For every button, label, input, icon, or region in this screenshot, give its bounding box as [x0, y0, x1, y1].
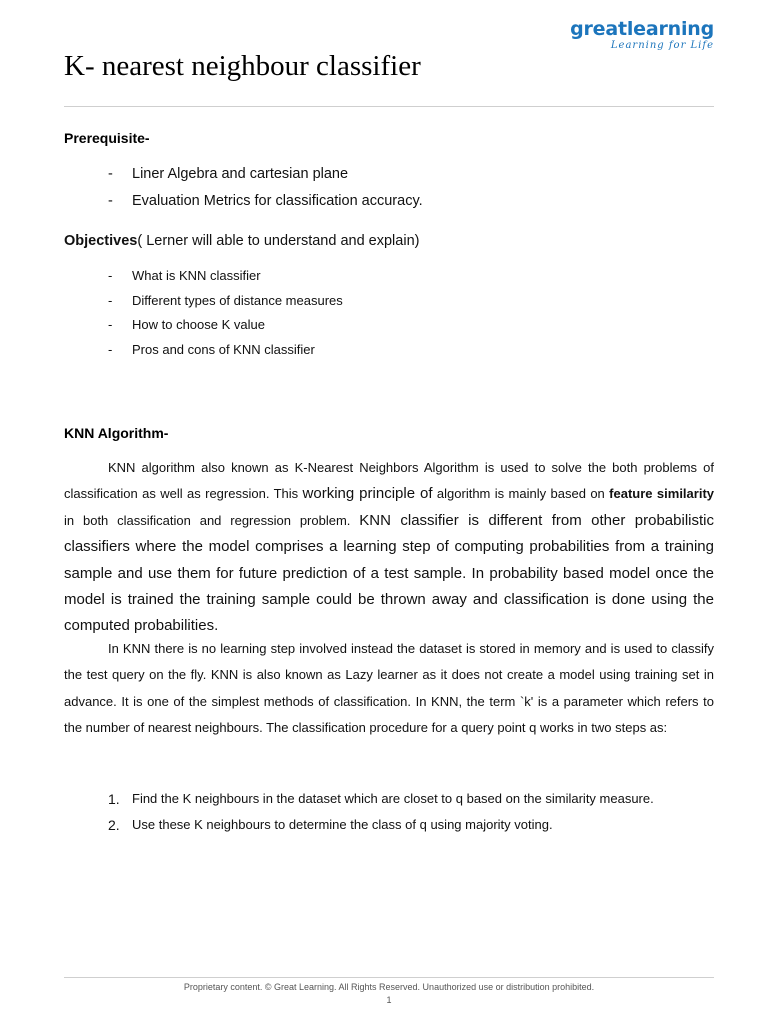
- objectives-subtitle: ( Lerner will able to understand and explain): [137, 233, 420, 249]
- footer-divider: [64, 977, 714, 978]
- p1-text-a: KNN algorithm also known as K-Nearest Neighbors Algorithm is used to solve the both problems of classification as well as regression. This: [64, 460, 714, 502]
- list-item: [108, 293, 343, 318]
- page-title: K- nearest neighbour classifier: [64, 50, 421, 82]
- step-item: [108, 816, 654, 842]
- list-item: [108, 165, 423, 192]
- step-text: Find the K neighbours in the dataset which are closet to q based on the similarity measure.: [132, 791, 654, 806]
- prerequisite-list: [108, 165, 423, 219]
- dash-bullet: -: [108, 342, 113, 358]
- objectives-line: [64, 233, 419, 249]
- list-item: [108, 317, 343, 342]
- title-divider: [64, 106, 714, 107]
- objectives-heading: Objectives: [64, 233, 138, 249]
- p1-text-e: KNN classifier is different from other probabilistic classifiers where the model comprises a learning step of computing probabilities from a training sample and use them for future prediction of a test sample. In probability based model once the model is trained the training sample could be thrown away and classification is done using the computed probabilities.: [64, 511, 714, 635]
- knn-paragraph-1: [64, 455, 714, 640]
- logo-great: great: [570, 18, 627, 40]
- footer-copyright: Proprietary content. © Great Learning. All Rights Reserved. Unauthorized use or distribution prohibited.: [183, 982, 595, 992]
- p1-text-d: in both classification and regression problem.: [64, 512, 360, 528]
- knn-paragraph-2: In KNN there is no learning step involved instead the dataset is stored in memory and is used to classify the test query on the fly. KNN is also known as Lazy learner as it does not create a model using training set in advance. It is one of the simplest methods of classification. In KNN, the term `k' is a parameter which refers to the number of nearest neighbours. The classification procedure for a query point q works in two steps as:: [64, 641, 714, 736]
- list-item: [108, 342, 343, 367]
- logo-tagline: Learning for Life: [610, 40, 714, 51]
- p1-text-c: algorithm is mainly based on: [432, 486, 610, 502]
- prerequisite-item: Evaluation Metrics for classification accuracy.: [132, 193, 423, 209]
- logo-learning: learning: [626, 18, 714, 40]
- objective-item: How to choose K value: [132, 317, 265, 333]
- logo-wordmark: [570, 18, 714, 40]
- steps-list: [108, 790, 654, 842]
- dash-bullet: -: [108, 317, 113, 333]
- dash-bullet: -: [108, 292, 113, 308]
- step-item: [108, 790, 654, 816]
- step-text: Use these K neighbours to determine the class of q using majority voting.: [132, 817, 553, 832]
- prerequisite-item: Liner Algebra and cartesian plane: [132, 166, 349, 182]
- dash-bullet: -: [108, 193, 113, 209]
- page-number: 1: [386, 995, 392, 1005]
- prerequisite-heading: Prerequisite-: [64, 130, 150, 146]
- objective-item: Different types of distance measures: [132, 292, 343, 308]
- objective-item: What is KNN classifier: [132, 268, 261, 283]
- step-number: 2.: [108, 817, 120, 833]
- list-item: [108, 268, 343, 293]
- objectives-list: [108, 268, 343, 367]
- list-item: [108, 192, 423, 219]
- objective-item: Pros and cons of KNN classifier: [132, 342, 315, 358]
- p1-text-b: working principle of: [302, 485, 433, 503]
- step-number: 1.: [108, 791, 120, 807]
- dash-bullet: -: [108, 268, 113, 283]
- knn-algorithm-heading: KNN Algorithm-: [64, 425, 169, 441]
- p1-feature-similarity: feature similarity: [609, 486, 714, 502]
- dash-bullet: -: [108, 166, 113, 182]
- greatlearning-logo: [570, 18, 714, 51]
